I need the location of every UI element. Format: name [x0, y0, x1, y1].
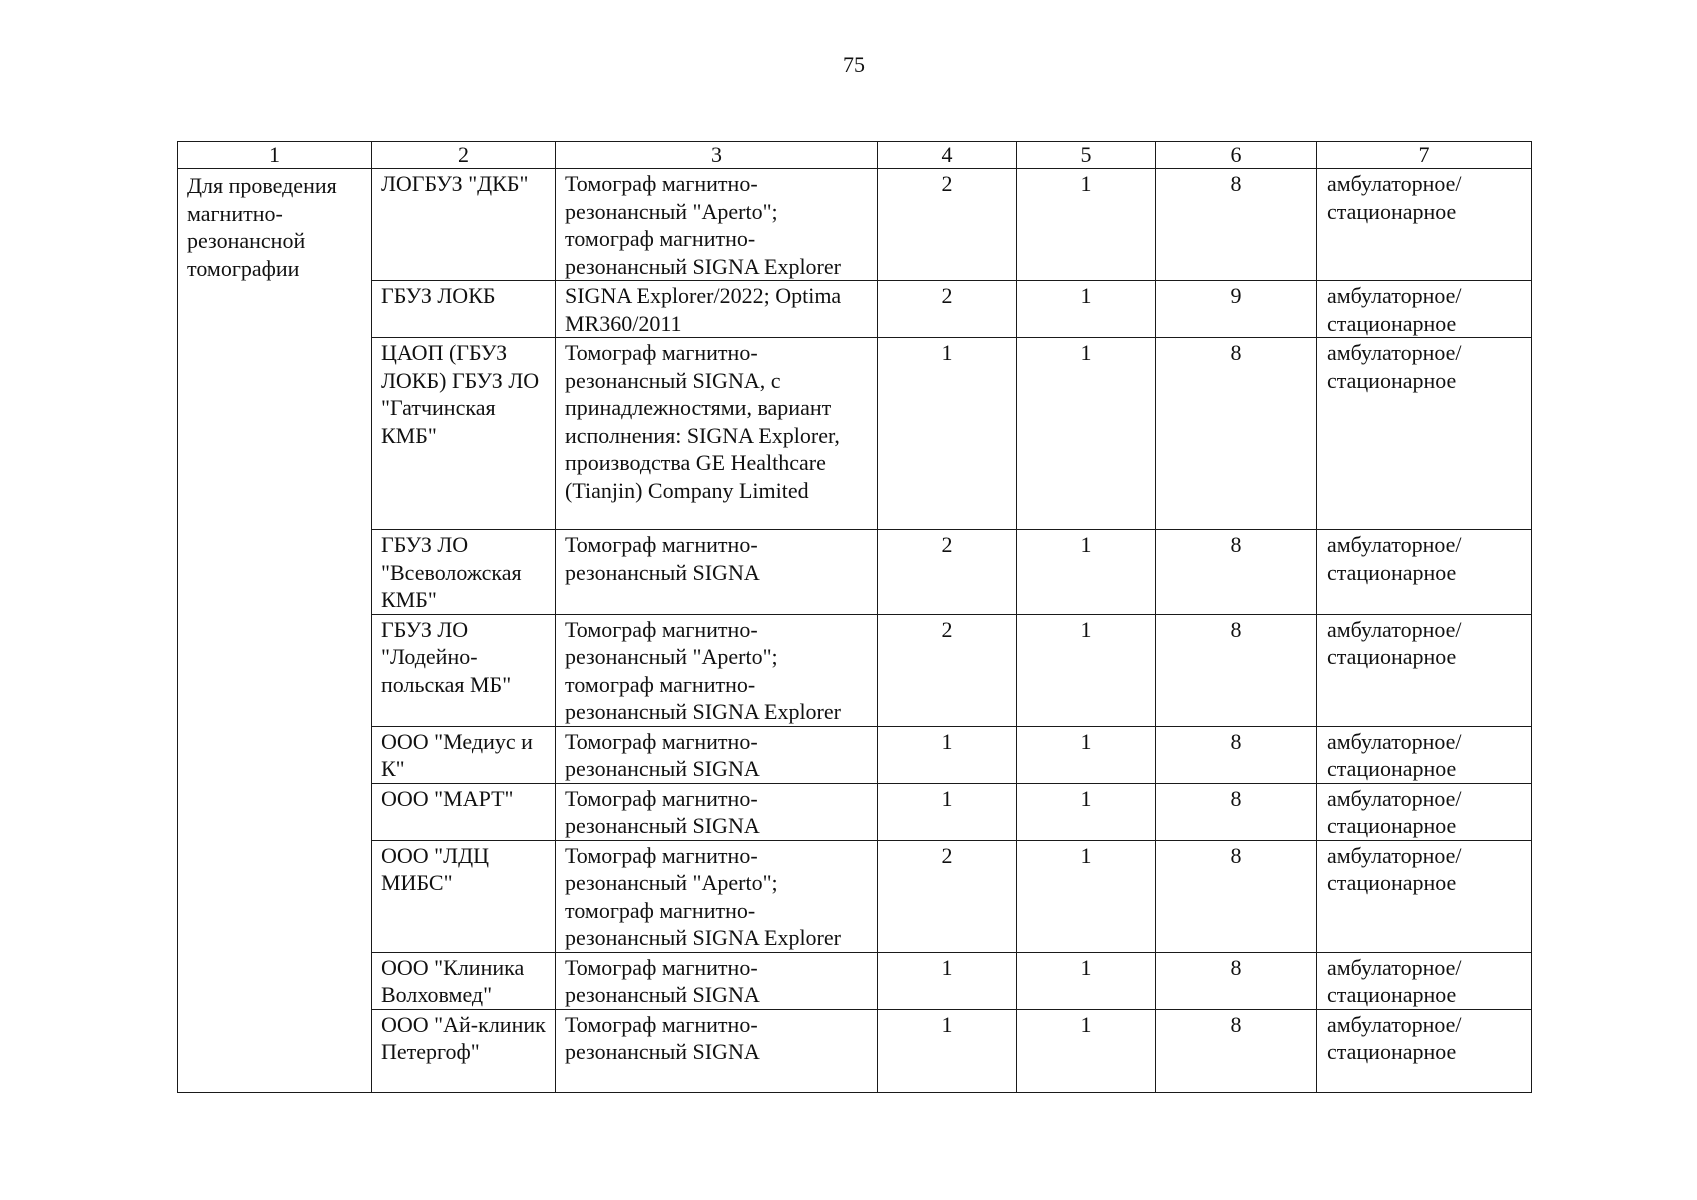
mode-cell: амбулаторное/ стационарное — [1317, 952, 1532, 1009]
col4-cell: 1 — [878, 1009, 1017, 1092]
col4-cell: 2 — [878, 530, 1017, 615]
column-header: 3 — [556, 142, 878, 169]
mode-cell: амбулаторное/ стационарное — [1317, 840, 1532, 952]
col5-cell: 1 — [1017, 530, 1156, 615]
column-header: 2 — [372, 142, 556, 169]
organization-cell: ООО "Медиус и К" — [372, 726, 556, 783]
table-row — [178, 1009, 1532, 1092]
equipment-cell: Томограф магнитно-резонансный "Aperto"; томограф магнитно-резонансный SIGNA Explorer — [556, 614, 878, 726]
col4-cell: 1 — [878, 783, 1017, 840]
mode-cell: амбулаторное/ стационарное — [1317, 281, 1532, 338]
equipment-cell: Томограф магнитно-резонансный SIGNA, с принадлежностями, вариант исполнения: SIGNA Explorer, производства GE Healthcare (Tianjin) Company Limited — [556, 338, 878, 530]
organization-cell: ООО "Клиника Волховмед" — [372, 952, 556, 1009]
table-row — [178, 338, 1532, 530]
col6-cell: 8 — [1156, 726, 1317, 783]
table-row — [178, 952, 1532, 1009]
col5-cell: 1 — [1017, 952, 1156, 1009]
equipment-cell: Томограф магнитно-резонансный SIGNA — [556, 726, 878, 783]
col5-cell: 1 — [1017, 281, 1156, 338]
page-number: 75 — [843, 52, 865, 77]
col5-cell: 1 — [1017, 169, 1156, 281]
header-row — [178, 142, 1532, 169]
organization-cell: ЦАОП (ГБУЗ ЛОКБ) ГБУЗ ЛО "Гатчинская КМБ" — [372, 338, 556, 530]
organization-cell: ГБУЗ ЛОКБ — [372, 281, 556, 338]
equipment-cell: Томограф магнитно-резонансный SIGNA — [556, 783, 878, 840]
col5-cell: 1 — [1017, 726, 1156, 783]
column-header: 7 — [1317, 142, 1532, 169]
col4-cell: 1 — [878, 338, 1017, 530]
col4-cell: 2 — [878, 281, 1017, 338]
equipment-cell: Томограф магнитно-резонансный SIGNA — [556, 530, 878, 615]
mode-cell: амбулаторное/ стационарное — [1317, 726, 1532, 783]
table-row — [178, 840, 1532, 952]
equipment-cell: Томограф магнитно-резонансный "Aperto"; томограф магнитно-резонансный SIGNA Explorer — [556, 169, 878, 281]
col5-cell: 1 — [1017, 783, 1156, 840]
col6-cell: 8 — [1156, 169, 1317, 281]
table-row — [178, 726, 1532, 783]
mode-cell: амбулаторное/ стационарное — [1317, 530, 1532, 615]
col6-cell: 9 — [1156, 281, 1317, 338]
organization-cell: ГБУЗ ЛО "Всеволожская КМБ" — [372, 530, 556, 615]
organization-cell: ООО "Ай-клиник Петергоф" — [372, 1009, 556, 1092]
col6-cell: 8 — [1156, 1009, 1317, 1092]
mode-cell: амбулаторное/ стационарное — [1317, 169, 1532, 281]
mri-equipment-table — [177, 141, 1532, 1093]
col6-cell: 8 — [1156, 530, 1317, 615]
col4-cell: 2 — [878, 614, 1017, 726]
equipment-cell: Томограф магнитно-резонансный SIGNA — [556, 1009, 878, 1092]
col6-cell: 8 — [1156, 952, 1317, 1009]
table-row — [178, 281, 1532, 338]
col4-cell: 1 — [878, 726, 1017, 783]
col6-cell: 8 — [1156, 614, 1317, 726]
col5-cell: 1 — [1017, 1009, 1156, 1092]
col4-cell: 2 — [878, 169, 1017, 281]
table-row — [178, 169, 1532, 281]
mode-cell: амбулаторное/ стационарное — [1317, 1009, 1532, 1092]
mode-cell: амбулаторное/ стационарное — [1317, 614, 1532, 726]
table-row — [178, 614, 1532, 726]
col5-cell: 1 — [1017, 840, 1156, 952]
col6-cell: 8 — [1156, 840, 1317, 952]
organization-cell: ГБУЗ ЛО "Лодейно-польская МБ" — [372, 614, 556, 726]
equipment-cell: Томограф магнитно-резонансный SIGNA — [556, 952, 878, 1009]
column-header: 5 — [1017, 142, 1156, 169]
table-row — [178, 783, 1532, 840]
equipment-cell: Томограф магнитно-резонансный "Aperto"; томограф магнитно-резонансный SIGNA Explorer — [556, 840, 878, 952]
organization-cell: ООО "ЛДЦ МИБС" — [372, 840, 556, 952]
col6-cell: 8 — [1156, 338, 1317, 530]
organization-cell: ООО "МАРТ" — [372, 783, 556, 840]
column-header: 6 — [1156, 142, 1317, 169]
col5-cell: 1 — [1017, 338, 1156, 530]
table-row — [178, 530, 1532, 615]
col5-cell: 1 — [1017, 614, 1156, 726]
col4-cell: 1 — [878, 952, 1017, 1009]
purpose-cell: Для проведения магнитно-резонансной томографии — [178, 169, 372, 1093]
col4-cell: 2 — [878, 840, 1017, 952]
column-header: 4 — [878, 142, 1017, 169]
mode-cell: амбулаторное/ стационарное — [1317, 338, 1532, 530]
equipment-cell: SIGNA Explorer/2022; Optima MR360/2011 — [556, 281, 878, 338]
col6-cell: 8 — [1156, 783, 1317, 840]
organization-cell: ЛОГБУЗ "ДКБ" — [372, 169, 556, 281]
mode-cell: амбулаторное/ стационарное — [1317, 783, 1532, 840]
column-header: 1 — [178, 142, 372, 169]
